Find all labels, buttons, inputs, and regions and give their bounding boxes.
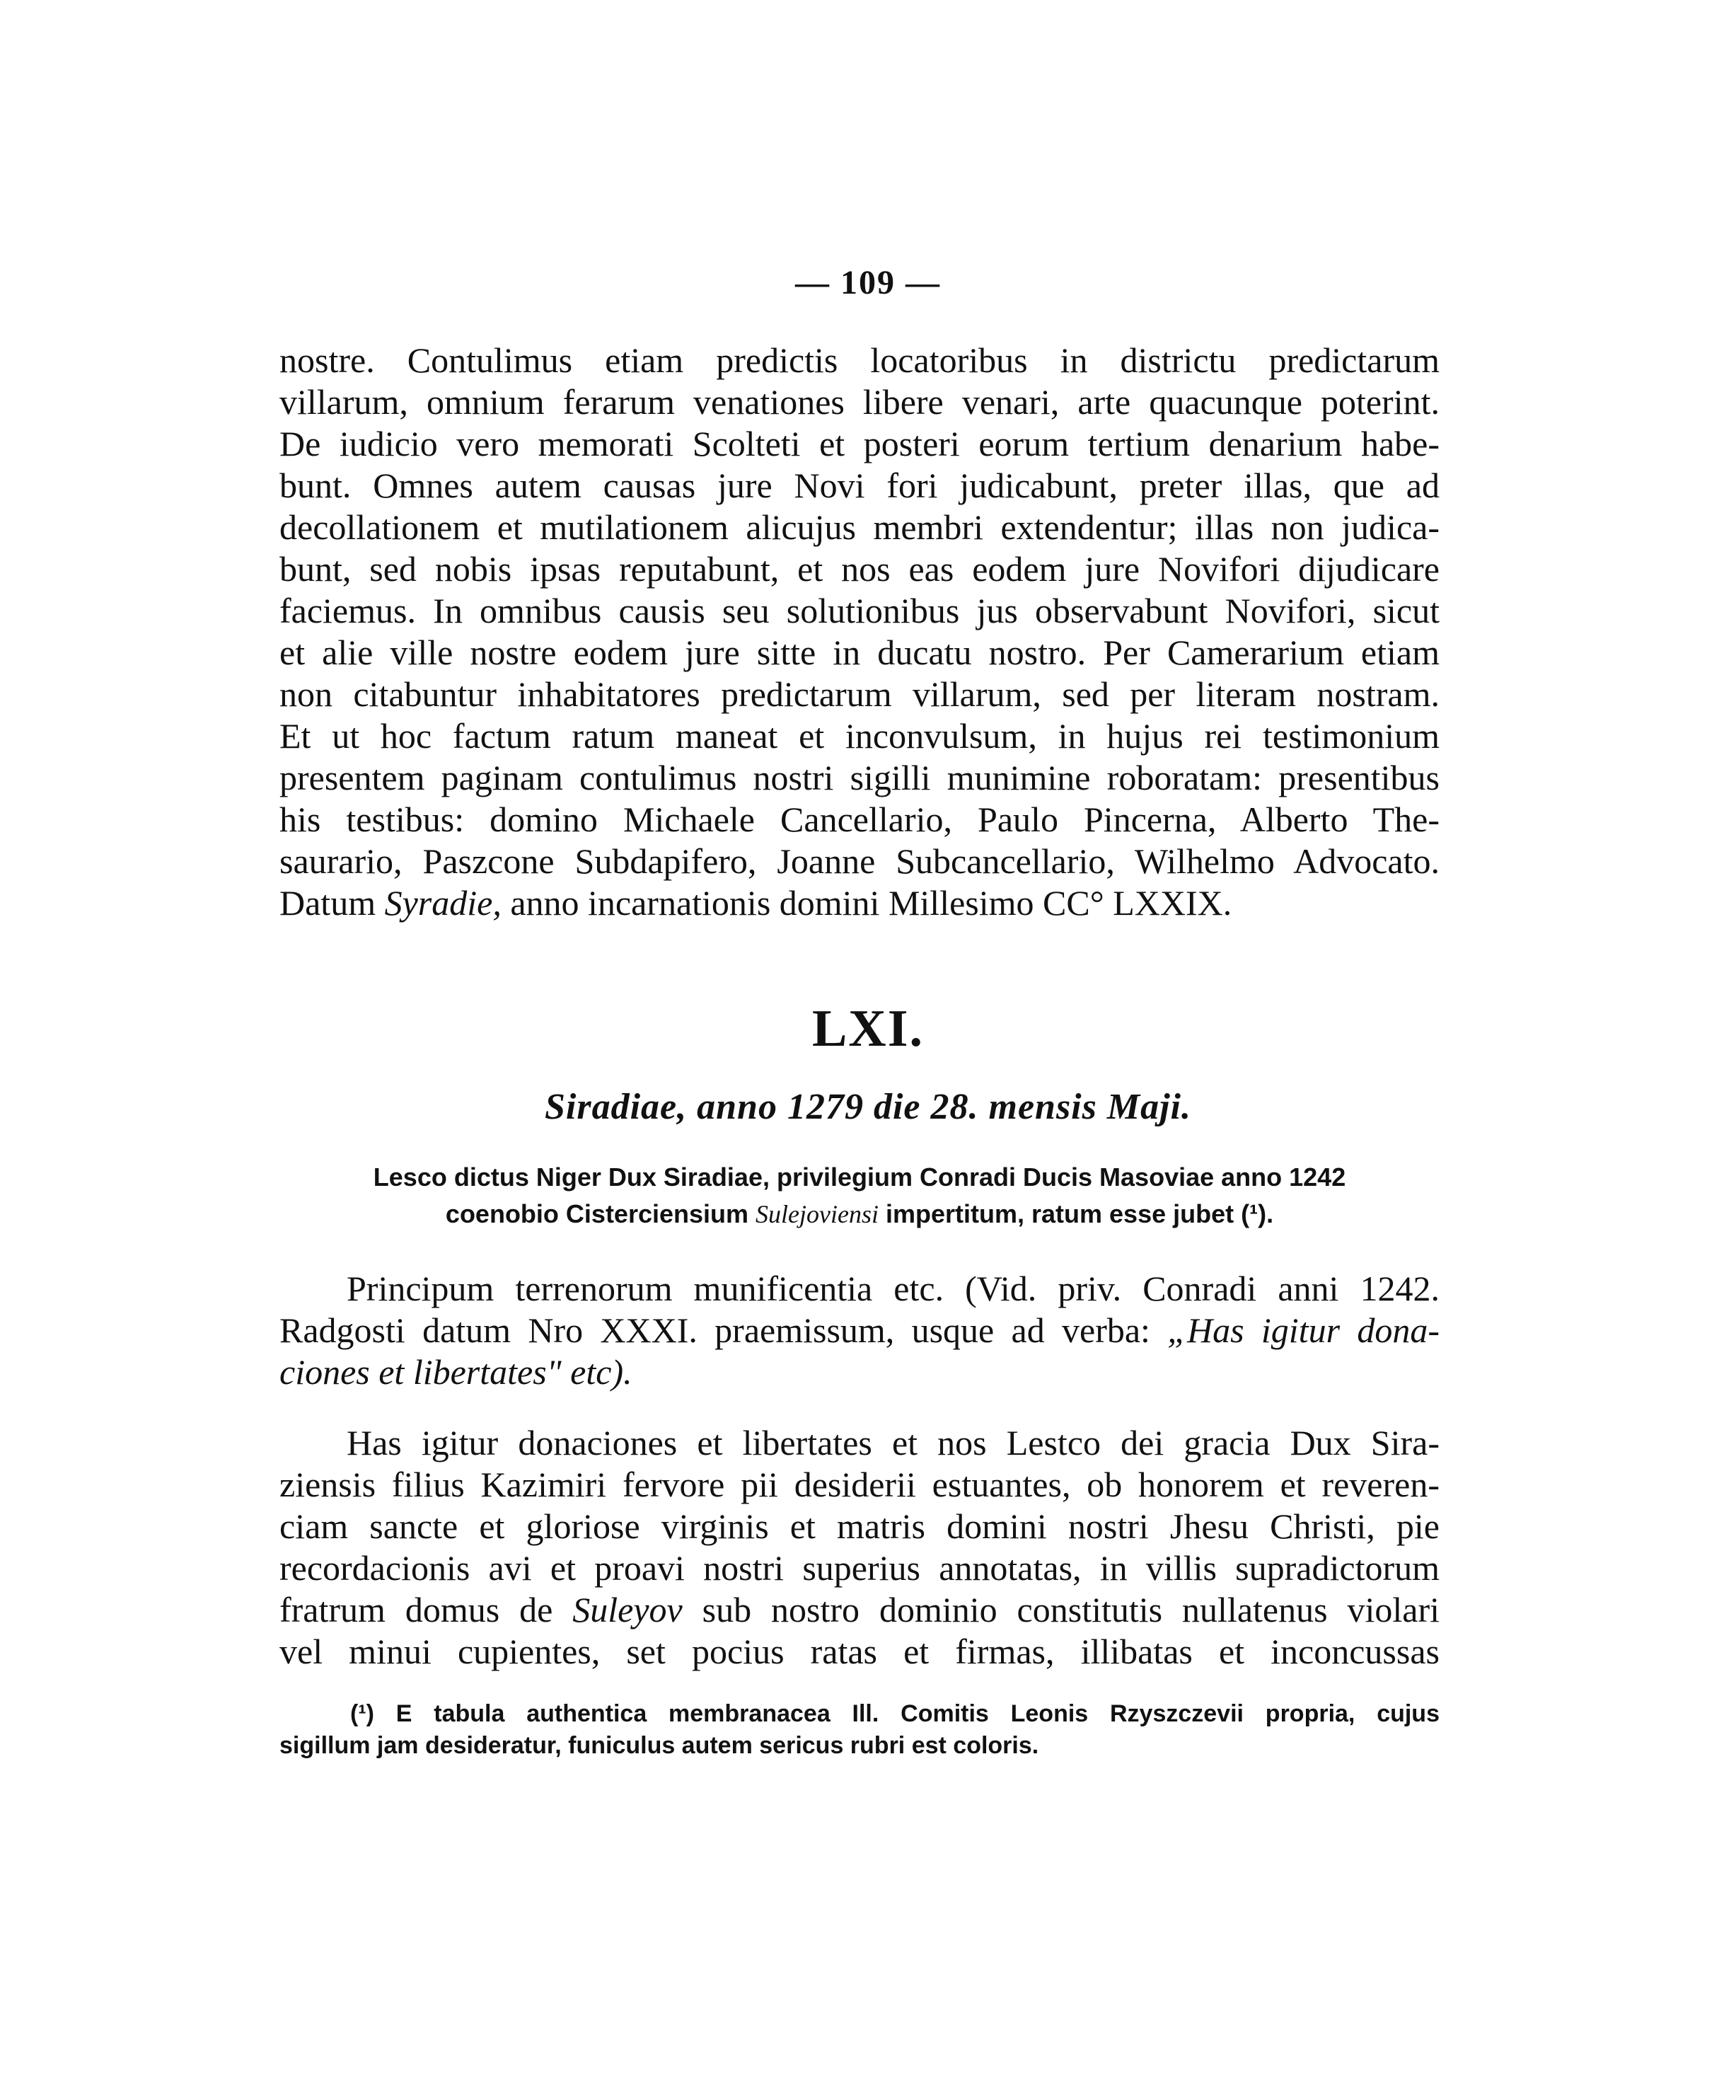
summary-line (279, 1196, 1440, 1233)
summary-line: Lesco dictus Niger Dux Siradiae, privilegium Conradi Ducis Masoviae anno 1242 (373, 1162, 1346, 1192)
footnote-line: (¹) E tabula authentica membranacea Ill. Comitis Leonis Rzyszczevii propria, cujus (350, 1700, 1440, 1727)
text-segment: sub nostro dominio constitutis nullatenus violari (682, 1590, 1440, 1629)
charter-text-paragraph (279, 1422, 1440, 1673)
dating-prefix: Datum (279, 883, 385, 923)
text-segment: fratrum domus de (279, 1590, 573, 1629)
text-line: Principum terrenorum munificentia etc. (Vid. priv. Conradi anni 1242. (347, 1269, 1440, 1308)
text-line: decollationem et mutilationem alicujus membri extendentur; illas non judica- (279, 507, 1440, 547)
dating-rest: anno incarnationis domini Millesimo CC° LXXIX. (501, 883, 1232, 923)
text-line: nostre. Contulimus etiam predictis locatoribus in districtu predictarum (279, 340, 1440, 380)
text-line: Has igitur donaciones et libertates et nos Lestco dei gracia Dux Sira- (347, 1423, 1440, 1462)
text-line: saurario, Paszcone Subdapifero, Joanne Subcancellario, Wilhelmo Advocato. (279, 841, 1440, 881)
text-line: his testibus: domino Michaele Cancellario, Paulo Pincerna, Alberto The- (279, 800, 1440, 839)
page-number: — 109 — (795, 264, 941, 301)
text-line: ciam sancte et gloriose virginis et matris domini nostri Jhesu Christi, pie (279, 1506, 1440, 1546)
text-line: presentem paginam contulimus nostri sigilli munimine roboratam: presentibus (279, 758, 1440, 797)
text-line: ciones et libertates" etc). (279, 1352, 632, 1392)
text-line (279, 1310, 1440, 1351)
footnote (279, 1698, 1440, 1762)
charter-text-paragraph (279, 340, 1440, 924)
dating-line (279, 882, 1440, 924)
text-line: De iudicio vero memorati Scolteti et posteri eorum tertium denarium habe- (279, 424, 1440, 463)
document-summary (279, 1159, 1440, 1233)
text-line: Et ut hoc factum ratum maneat et inconvulsum, in hujus rei testimonium (279, 716, 1440, 756)
reference-paragraph (279, 1268, 1440, 1393)
text-line: et alie ville nostre eodem jure sitte in ducatu nostro. Per Camerarium etiam (279, 633, 1440, 672)
text-line: non citabuntur inhabitatores predictarum villarum, sed per literam nostram. (279, 674, 1440, 714)
footnote-line: sigillum jam desideratur, funiculus autem sericus rubri est coloris. (279, 1732, 1039, 1759)
text-line: recordacionis avi et proavi nostri superius annotatas, in villis supradictorum (279, 1548, 1440, 1588)
dating-place: Syradie, (384, 883, 502, 923)
summary-text: coenobio Cisterciensium (445, 1199, 756, 1228)
text-segment-italic: „Has igitur dona- (1167, 1310, 1440, 1350)
document-date-heading: Siradiae, anno 1279 die 28. mensis Maji. (545, 1087, 1191, 1127)
text-segment-italic: Suleyov (572, 1590, 683, 1629)
text-line: villarum, omnium ferarum venationes libere venari, arte quacunque poterint. (279, 382, 1440, 422)
text-line: vel minui cupientes, set pocius ratas et firmas, illibatas et inconcussas (279, 1632, 1440, 1671)
summary-text: impertitum, ratum esse jubet (¹). (878, 1199, 1274, 1228)
text-line: faciemus. In omnibus causis seu solutionibus jus observabunt Novifori, sicut (279, 591, 1440, 630)
document-number-heading: LXI. (811, 1000, 925, 1058)
summary-italic: Sulejoviensi (756, 1200, 879, 1228)
text-line (279, 1589, 1440, 1631)
text-line: ziensis filius Kazimiri fervore pii desiderii estuantes, ob honorem et reveren- (279, 1465, 1440, 1504)
text-line: bunt. Omnes autem causas jure Novi fori judicabunt, preter illas, que ad (279, 466, 1440, 505)
text-segment: Radgosti datum Nro XXXI. praemissum, usque ad verba: (279, 1310, 1168, 1350)
text-line: bunt, sed nobis ipsas reputabunt, et nos eas eodem jure Novifori dijudicare (279, 549, 1440, 589)
